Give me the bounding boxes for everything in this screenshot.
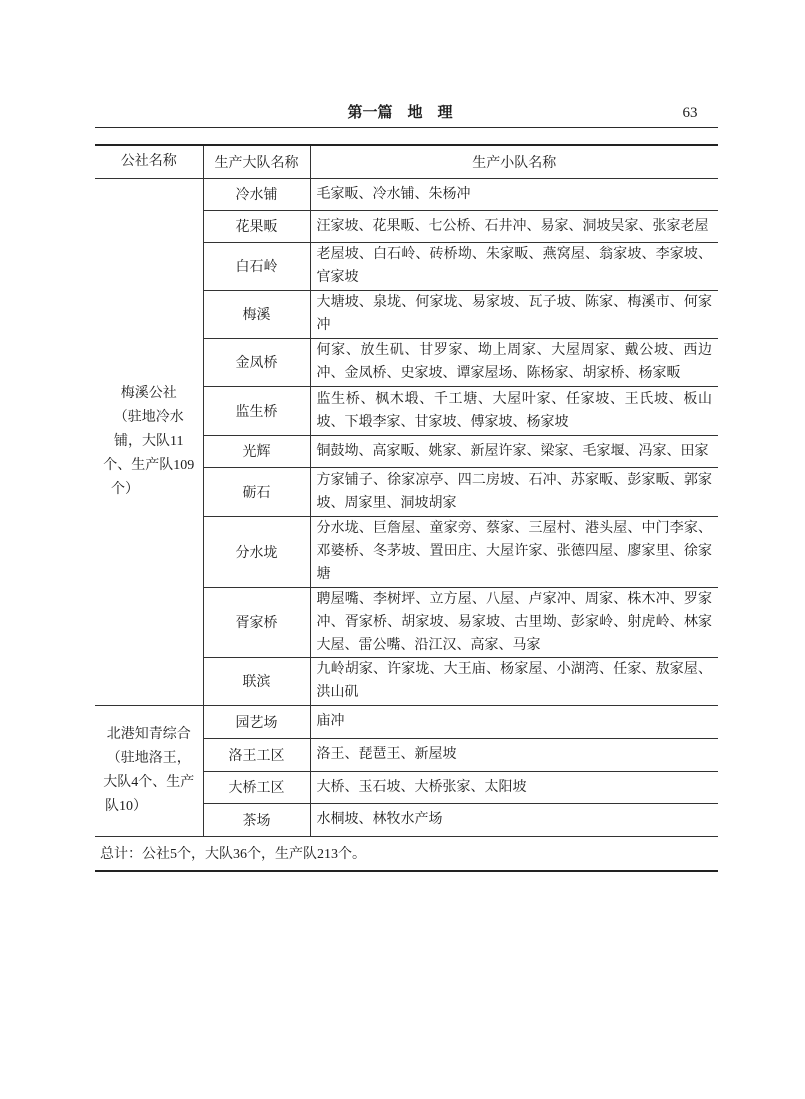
team-names-line: 铜鼓坳、高家畈、姚家、新屋许家、梁家、毛家堰、冯家、田家 xyxy=(316,443,709,459)
team-names-line: 汪家坡、花果畈、七公桥、石井冲、易家、洞坡吴家、张家老屋 xyxy=(316,218,709,234)
team-names-line: 方家铺子、徐家凉亭、四二房坡、石冲、苏家畈、彭家畈、郭家 xyxy=(316,472,712,488)
brigade-row xyxy=(95,178,718,210)
team-names xyxy=(310,705,718,738)
team-names-line: 冲、胥家桥、胡家坡、易家坡、古里坳、彭家岭、射虎岭、林家 xyxy=(316,614,712,630)
header-brigade-name: 生产大队名称 xyxy=(203,145,310,178)
team-names-line: 何家、放生矶、甘罗家、坳上周家、大屋周家、戴公坡、西边 xyxy=(316,343,712,358)
team-names xyxy=(310,516,718,587)
page-number: 63 xyxy=(682,105,698,121)
brigade-name: 分水垅 xyxy=(203,516,310,587)
team-names xyxy=(310,178,718,210)
brigade-name: 洛王工区 xyxy=(203,738,310,771)
chapter-title: 第一篇 地 理 xyxy=(347,105,453,121)
brigade-name: 白石岭 xyxy=(203,242,310,290)
team-names-line: 洪山矶 xyxy=(316,685,359,700)
brigade-name: 砺石 xyxy=(203,467,310,516)
team-names-line: 大桥、玉石坡、大桥张家、太阳坡 xyxy=(316,779,527,795)
total-row xyxy=(95,836,718,871)
team-names xyxy=(310,738,718,771)
brigade-name: 茶场 xyxy=(203,803,310,836)
team-names-line: 毛家畈、冷水铺、朱杨冲 xyxy=(316,186,471,202)
commune-name-line: 北港知青综合 xyxy=(106,726,191,742)
brigade-name: 园艺场 xyxy=(203,705,310,738)
team-names-line: 大塘坡、泉垅、何家垅、易家坡、瓦子坡、陈家、梅溪市、何家 xyxy=(316,295,712,310)
commune-name-line: 个、生产队109 xyxy=(103,457,195,473)
running-head xyxy=(0,0,805,140)
total-summary: 总计：公社5个，大队36个，生产队213个。 xyxy=(95,836,718,871)
team-names xyxy=(310,210,718,242)
team-names xyxy=(310,290,718,338)
team-names-line: 监生桥、枫木塅、千工塘、大屋叶家、任家坡、王氏坡、板山 xyxy=(316,391,712,407)
brigade-name: 大桥工区 xyxy=(203,771,310,803)
team-names-line: 坡、周家里、洞坡胡家 xyxy=(316,495,457,511)
header-team-name: 生产小队名称 xyxy=(310,145,718,178)
team-names xyxy=(310,587,718,657)
commune-name-line: 铺，大队11 xyxy=(114,433,184,449)
team-names xyxy=(310,657,718,705)
commune-name-line: （驻地洛王， xyxy=(106,750,191,766)
commune-name-line: 队10） xyxy=(105,798,147,814)
brigade-name: 监生桥 xyxy=(203,386,310,435)
header-commune-name: 公社名称 xyxy=(95,145,203,178)
team-names xyxy=(310,435,718,467)
team-names-line: 冲 xyxy=(316,318,331,333)
team-names-line: 洛王、琵琶王、新屋坡 xyxy=(316,747,457,762)
team-names-line: 聘屋嘴、李树坪、立方屋、八屋、卢家冲、周家、株木冲、罗家 xyxy=(316,591,712,607)
team-names-line: 分水垅、巨詹屋、童家旁、蔡家、三屋村、港头屋、中门李家、 xyxy=(316,521,712,536)
commune-name-line: 大队4个、生产 xyxy=(103,774,195,790)
brigade-row xyxy=(95,705,718,738)
team-names-line: 邓婆桥、冬茅坡、置田庄、大屋许家、张德四屋、廖家里、徐家 xyxy=(316,544,712,559)
team-names xyxy=(310,242,718,290)
brigade-name: 花果畈 xyxy=(203,210,310,242)
brigade-name: 光辉 xyxy=(203,435,310,467)
team-names xyxy=(310,467,718,516)
team-names xyxy=(310,803,718,836)
commune-name xyxy=(95,705,203,836)
brigade-name: 金凤桥 xyxy=(203,338,310,386)
team-names xyxy=(310,386,718,435)
header-rule xyxy=(95,127,718,128)
commune-name-line: 梅溪公社 xyxy=(120,385,177,401)
team-names xyxy=(310,338,718,386)
team-names-line: 坡、下塅李家、甘家坡、傅家坡、杨家坡 xyxy=(316,414,569,430)
team-names-line: 大屋、雷公嘴、沿江汉、高家、马家 xyxy=(316,637,541,653)
brigade-name: 联滨 xyxy=(203,657,310,705)
team-names-line: 冲、金凤桥、史家坡、谭家屋场、陈杨家、胡家桥、杨家畈 xyxy=(316,366,681,381)
commune-name-line: （驻地冷水 xyxy=(113,409,184,425)
team-names-line: 庙冲 xyxy=(316,714,345,729)
production-team-table xyxy=(95,144,718,872)
commune-name-line: 个） xyxy=(111,481,139,497)
table-header-row xyxy=(95,145,718,178)
brigade-name: 梅溪 xyxy=(203,290,310,338)
team-names-line: 塘 xyxy=(316,567,331,582)
team-names-line: 官家坡 xyxy=(316,270,359,285)
team-names-line: 水桐坡、林牧水产场 xyxy=(316,812,443,827)
team-names xyxy=(310,771,718,803)
commune-name xyxy=(95,178,203,705)
team-names-line: 九岭胡家、许家垅、大王庙、杨家屋、小湖湾、任家、敖家屋、 xyxy=(316,662,712,677)
brigade-name: 胥家桥 xyxy=(203,587,310,657)
brigade-name: 冷水铺 xyxy=(203,178,310,210)
team-names-line: 老屋坡、白石岭、砖桥坳、朱家畈、燕窝屋、翁家坡、李家坡、 xyxy=(316,247,712,262)
